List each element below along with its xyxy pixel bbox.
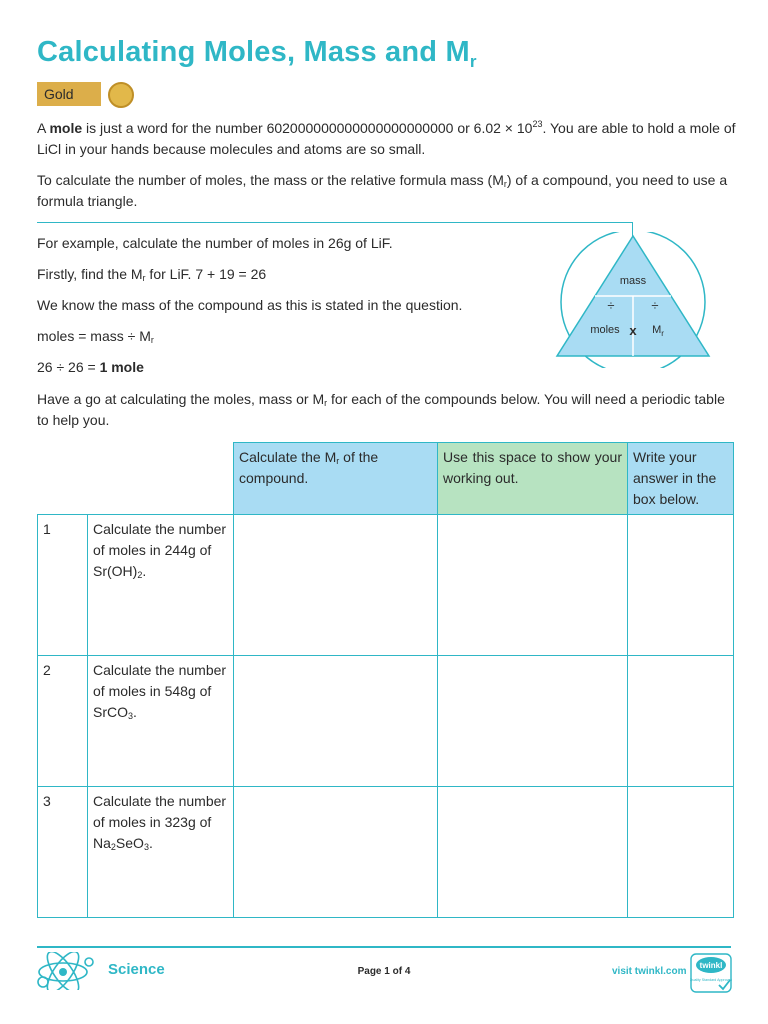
triangle-times-sign: x [629, 323, 637, 338]
footer-divider [37, 946, 731, 948]
twinkl-quality-logo [690, 953, 732, 993]
formula-triangle [555, 232, 715, 368]
example-line-5: 26 ÷ 26 = 1 mole [37, 359, 144, 375]
table-row [38, 515, 734, 656]
footer-subject: Science [108, 961, 165, 978]
question-number: 1 [38, 515, 88, 656]
mr-answer-cell[interactable] [234, 515, 438, 656]
working-out-cell[interactable] [438, 656, 628, 787]
final-answer-cell[interactable] [628, 515, 734, 656]
level-badge: Gold [37, 82, 101, 106]
mr-answer-cell[interactable] [234, 787, 438, 918]
triangle-divide-left: ÷ [607, 298, 615, 313]
final-answer-cell[interactable] [628, 656, 734, 787]
task-instructions: Have a go at calculating the moles, mass or $M_r$ for each of the compounds below. You will need a periodic table to help you. [37, 391, 725, 428]
table-header-row [38, 443, 734, 515]
working-out-cell[interactable] [438, 787, 628, 918]
working-out-cell[interactable] [438, 515, 628, 656]
header-blank-cell [38, 443, 234, 515]
worksheet-table [37, 442, 734, 918]
example-divider [37, 222, 633, 223]
example-line-2: Firstly, find the $M_r$ for LiF. 7 + 19 = 26 [37, 266, 267, 283]
page-title: Calculating Moles, Mass and $M_r$ [37, 36, 477, 71]
question-text: Calculate the number of moles in 548g of SrCO$_3$. [88, 656, 234, 787]
question-number: 3 [38, 787, 88, 918]
page-number: Page 1 of 4 [357, 966, 411, 977]
intro-paragraph-2: To calculate the number of moles, the mass or the relative formula mass $(M_r)$ of a compound, you need to use a formula triangle. [37, 172, 728, 209]
footer-visit-link[interactable]: visit twinkl.com [612, 966, 687, 977]
intro-paragraph-1: A mole is just a word for the number 602000000000000000000000 or $6.02 \times 10^{23}$. You are able to hold a mole of LiCl in your hands because molecules and atoms are so small. [37, 119, 736, 157]
triangle-moles-label: moles [590, 324, 620, 336]
gold-medal-icon [108, 82, 134, 108]
triangle-divide-right: ÷ [651, 298, 659, 313]
header-calculate-mr: Calculate the $M_r$ of the compound. [234, 443, 438, 515]
table-row [38, 656, 734, 787]
header-working-out: Use this space to show your working out. [438, 443, 628, 515]
final-answer-cell[interactable] [628, 787, 734, 918]
header-answer: Write your answer in the box below. [628, 443, 734, 515]
svg-text:twinkl: twinkl [699, 961, 723, 970]
example-line-1: For example, calculate the number of moles in 26g of LiF. [37, 235, 393, 251]
table-row [38, 787, 734, 918]
svg-text:Quality Standard Approved: Quality Standard Approved [690, 978, 732, 982]
question-text: Calculate the number of moles in 244g of $Sr(OH)_2$. [88, 515, 234, 656]
question-number: 2 [38, 656, 88, 787]
question-text: Calculate the number of moles in 323g of $Na_2SeO_3$. [88, 787, 234, 918]
example-line-4: moles = mass ÷ $M_r$ [37, 328, 154, 345]
example-line-3: We know the mass of the compound as this is stated in the question. [37, 297, 463, 313]
triangle-mass-label: mass [619, 275, 647, 287]
triangle-mr-label: $M_r$ [652, 324, 664, 338]
mr-answer-cell[interactable] [234, 656, 438, 787]
